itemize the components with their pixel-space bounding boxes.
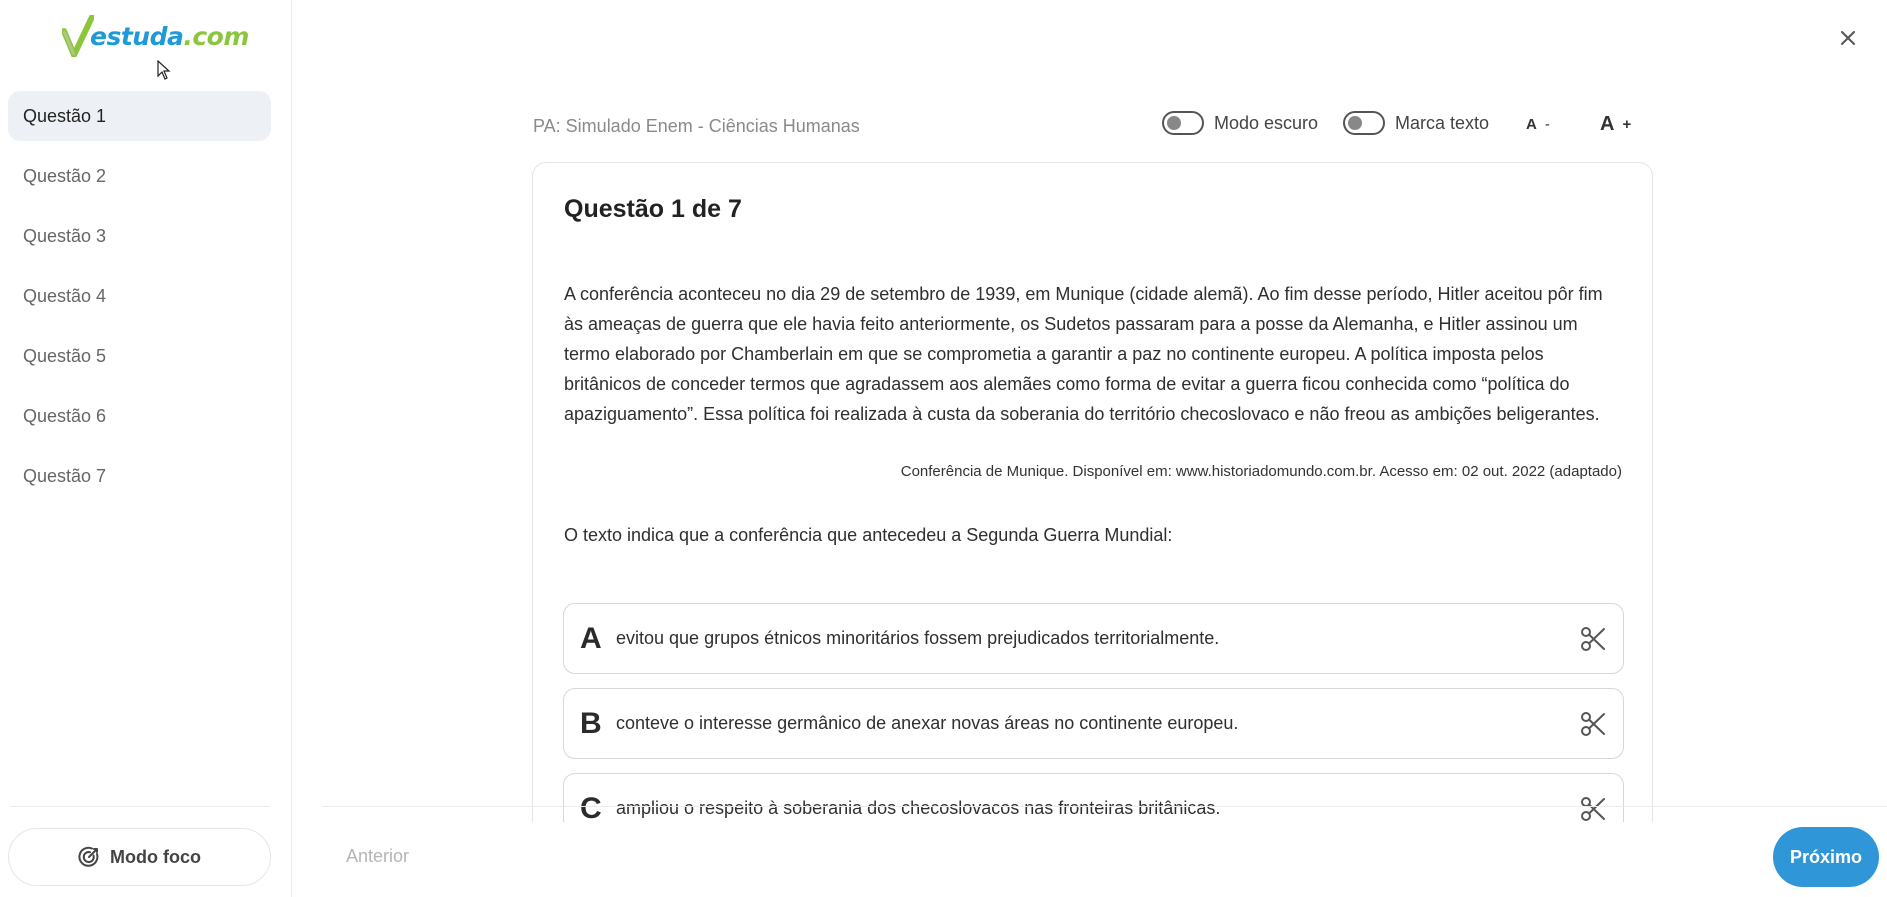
font-decrease-button[interactable] — [1526, 108, 1550, 140]
next-button[interactable]: Próximo — [1773, 827, 1879, 887]
question-nav-label: Questão 5 — [23, 345, 107, 366]
question-nav-item-5[interactable] — [8, 331, 271, 381]
highlighter-switch[interactable] — [1343, 111, 1385, 135]
eliminate-option-button[interactable] — [1563, 711, 1623, 737]
option-letter: B — [580, 706, 602, 740]
sidebar-divider — [10, 806, 270, 807]
switch-knob — [1348, 116, 1362, 130]
question-nav-label: Questão 7 — [23, 465, 107, 486]
logo-wordmark — [90, 22, 249, 51]
font-sign: - — [1544, 115, 1550, 133]
highlighter-toggle[interactable] — [1343, 111, 1489, 135]
question-nav-item-7[interactable] — [8, 451, 271, 501]
logo-suffix: .com — [183, 21, 249, 51]
option-letter: C — [580, 791, 602, 822]
answer-option-a[interactable] — [563, 603, 1624, 674]
question-nav-item-2[interactable] — [8, 151, 271, 201]
question-title: Questão 1 de 7 — [564, 195, 742, 223]
sidebar — [0, 0, 292, 897]
switch-knob — [1167, 116, 1181, 130]
font-sign: + — [1622, 115, 1632, 133]
question-nav-label: Questão 1 — [23, 105, 107, 126]
dark-mode-toggle[interactable] — [1162, 111, 1318, 135]
question-card — [532, 162, 1653, 822]
font-letter: A — [1600, 112, 1615, 135]
scissors-icon — [1580, 796, 1606, 822]
close-icon[interactable] — [1836, 26, 1860, 50]
answer-option-c[interactable] — [563, 773, 1624, 822]
question-nav-item-4[interactable] — [8, 271, 271, 321]
question-nav-label: Questão 4 — [23, 285, 107, 306]
highlighter-label: Marca texto — [1395, 112, 1490, 133]
option-letter: A — [580, 621, 602, 655]
question-nav-item-3[interactable] — [8, 211, 271, 261]
focus-mode-button[interactable] — [8, 828, 271, 886]
option-text: ampliou o respeito à soberania dos checoslovacos nas fronteiras britânicas. — [616, 798, 1221, 818]
question-nav-label: Questão 6 — [23, 405, 107, 426]
dark-mode-label: Modo escuro — [1214, 112, 1319, 133]
focus-mode-label: Modo foco — [110, 846, 201, 867]
previous-button[interactable]: Anterior — [346, 846, 410, 866]
scissors-icon — [1580, 626, 1606, 652]
option-text: evitou que grupos étnicos minoritários fossem prejudicados territorialmente. — [616, 628, 1220, 648]
mouse-cursor-icon — [157, 60, 171, 80]
font-increase-button[interactable] — [1600, 108, 1631, 140]
answer-option-b[interactable] — [563, 688, 1624, 759]
question-list — [8, 91, 271, 511]
font-letter: A — [1526, 115, 1537, 133]
question-nav-item-1[interactable] — [8, 91, 271, 141]
logo-text: estuda — [90, 21, 184, 51]
dark-mode-switch[interactable] — [1162, 111, 1204, 135]
scissors-icon — [1580, 711, 1606, 737]
question-nav-label: Questão 2 — [23, 165, 107, 186]
passage-source: Conferência de Munique. Disponível em: www.historiadomundo.com.br. Acesso em: 02 out. 2022 (adaptado) — [900, 463, 1622, 480]
eliminate-option-button[interactable] — [1563, 626, 1623, 652]
logo[interactable] — [62, 14, 249, 58]
option-text: conteve o interesse germânico de anexar novas áreas no continente europeu. — [616, 713, 1239, 733]
question-passage: A conferência aconteceu no dia 29 de setembro de 1939, em Munique (cidade alemã). Ao fim desse período, Hitler aceitou pôr fim às ameaças de guerra que ele havia feito anteriormente, os Sudetos passaram para a posse da Alemanha, e Hitler assinou um termo elaborado por Chamberlain em que se comprometia a garantir a paz no continente europeu. A política imposta pelos britânicos de conceder termos que agradassem aos alemães como forma de evitar a guerra ficou conhecida como “política do apaziguamento”. Essa política foi realizada à custa da soberania do território checoslovaco e não freou as ambições beligerantes. — [564, 284, 1603, 424]
exam-title: PA: Simulado Enem - Ciências Humanas — [533, 116, 860, 136]
footer-divider — [322, 806, 1887, 807]
question-nav-item-6[interactable] — [8, 391, 271, 441]
eliminate-option-button[interactable] — [1563, 796, 1623, 822]
question-nav-label: Questão 3 — [23, 225, 107, 246]
question-prompt: O texto indica que a conferência que antecedeu a Segunda Guerra Mundial: — [564, 525, 1173, 545]
target-icon — [78, 846, 100, 868]
